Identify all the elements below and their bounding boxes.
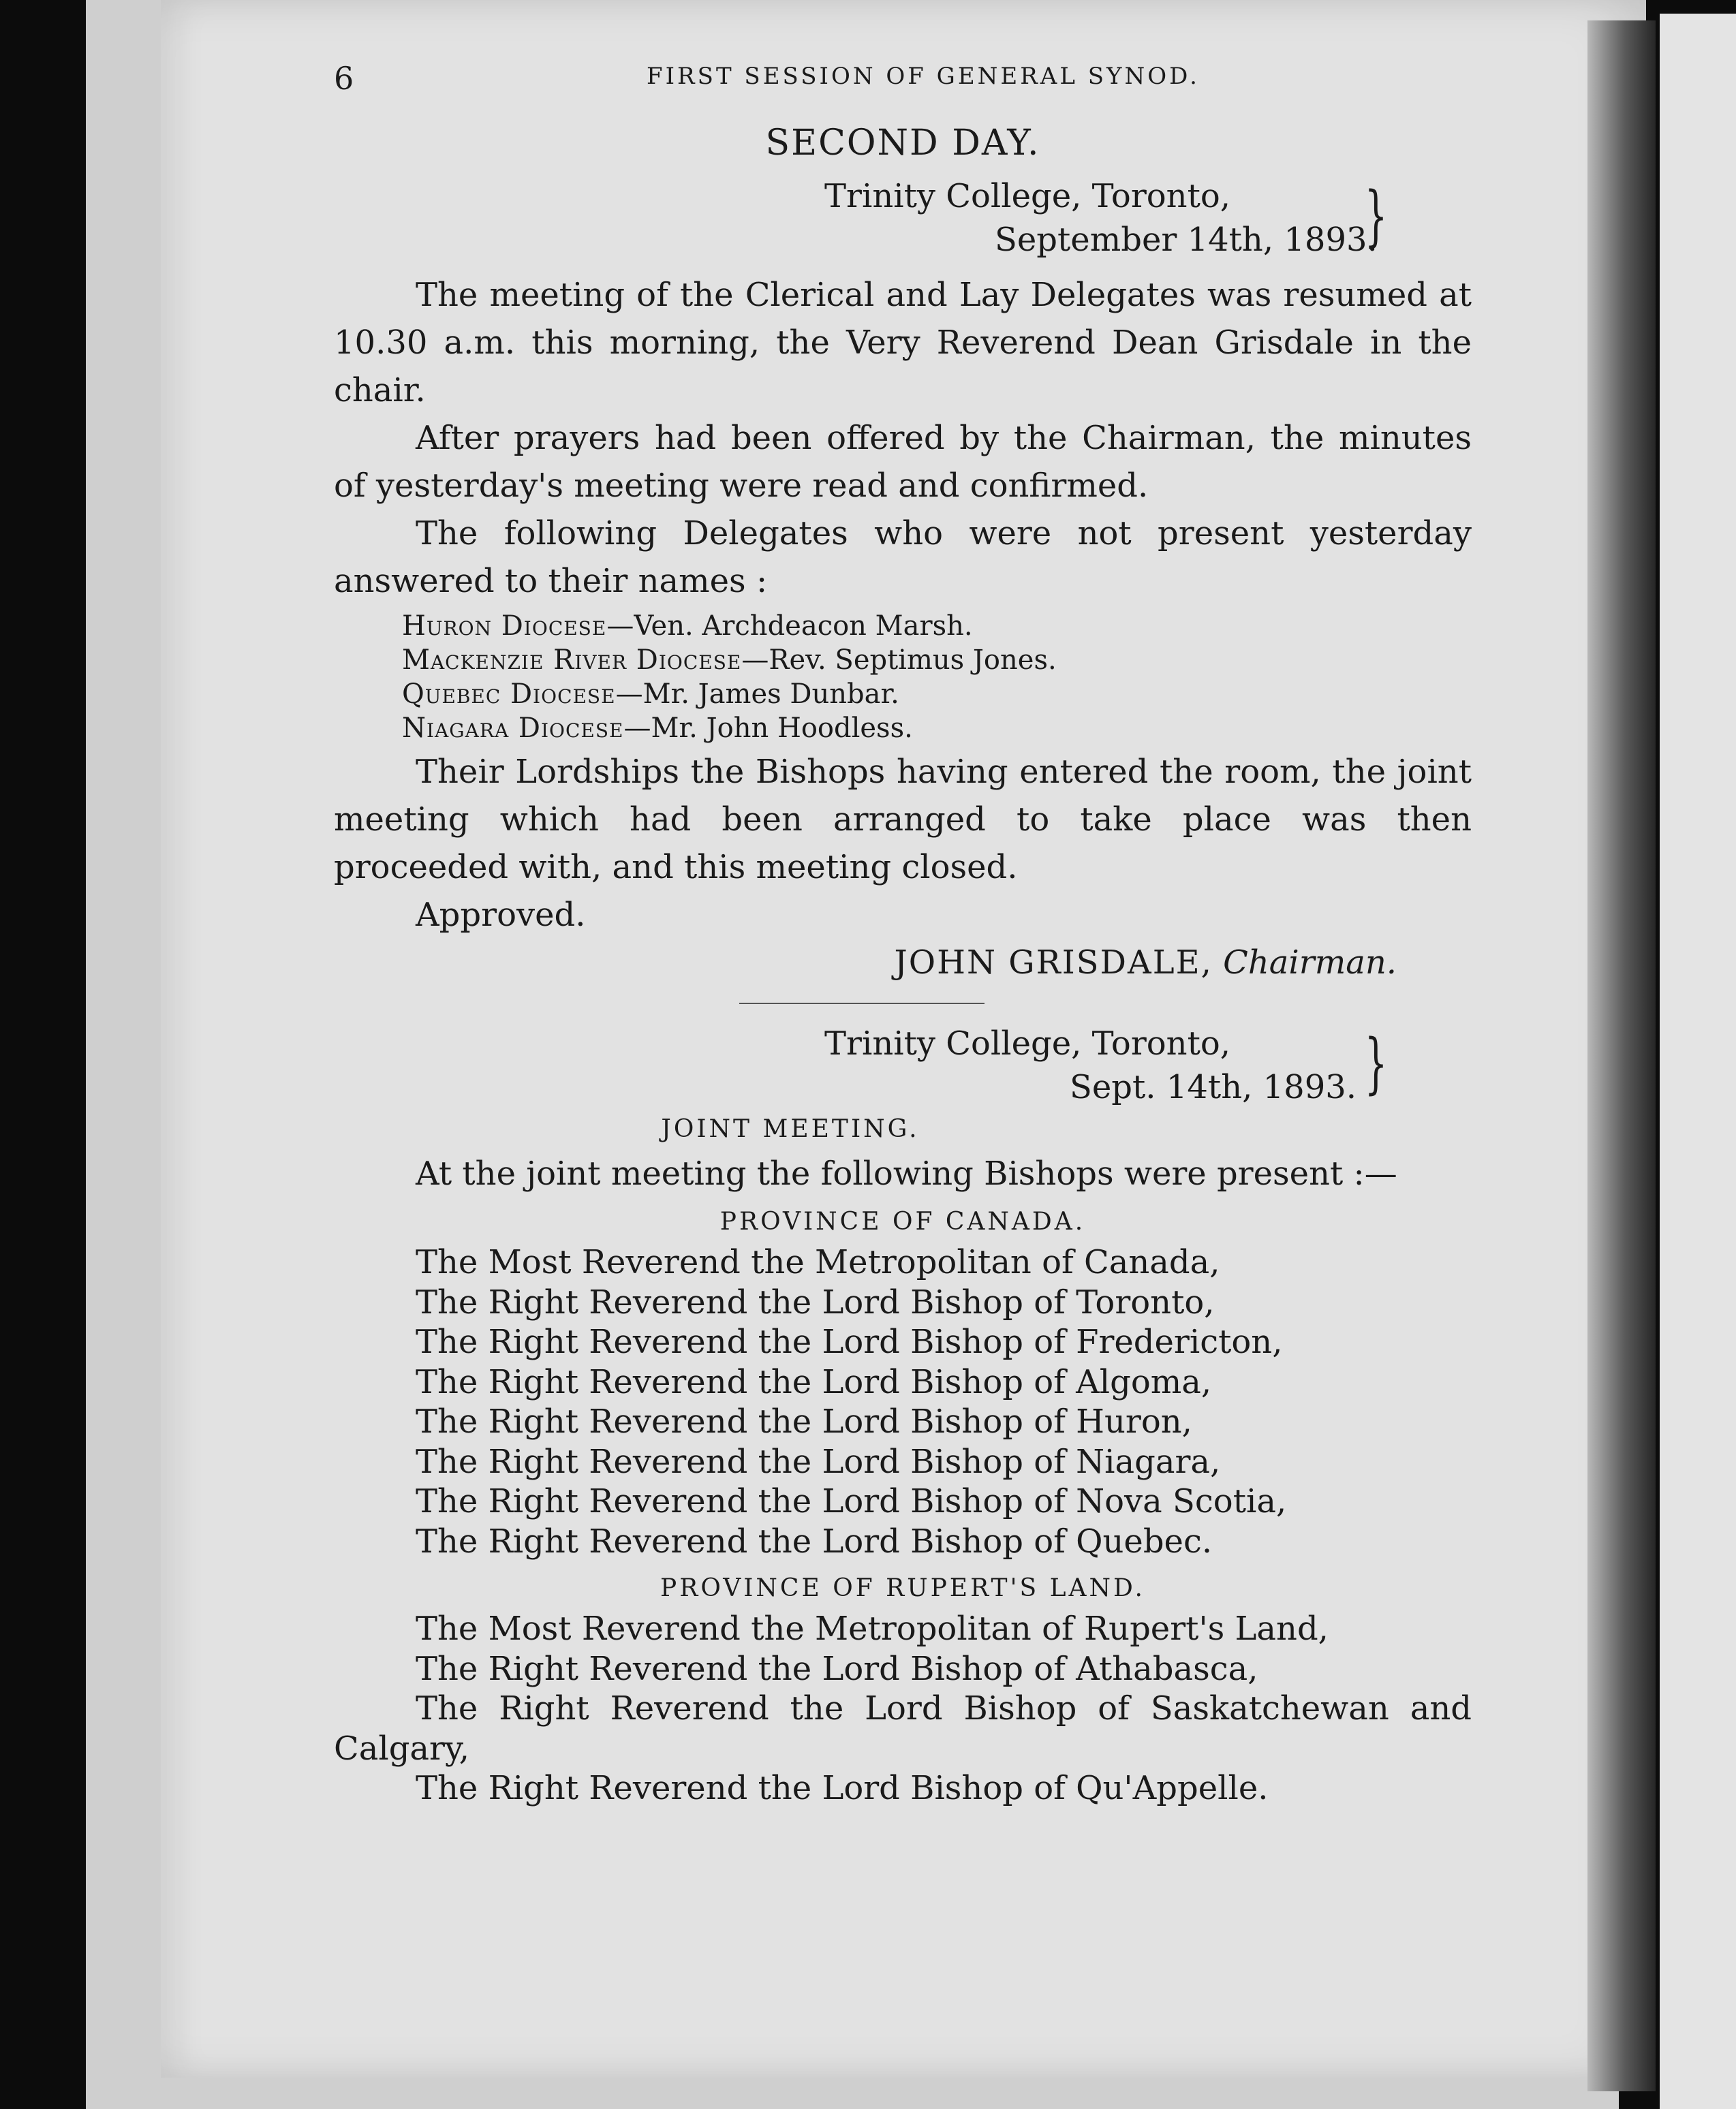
- paragraph-lordships: Their Lordships the Bishops having entered the room, the joint meeting which had been arranged to take place was then proceeded with, and this meeting closed.: [334, 753, 1472, 886]
- section-divider: [739, 1003, 985, 1004]
- dateline-joint-meeting: [824, 1022, 1410, 1109]
- page-number: 6: [334, 60, 354, 97]
- bishop-entry: The Right Reverend the Lord Bishop of Huron,: [416, 1403, 1192, 1441]
- bishop-entry: The Right Reverend the Lord Bishop of Saskatchewan and: [416, 1689, 1472, 1728]
- bishop-entry: The Right Reverend the Lord Bishop of Niagara,: [416, 1442, 1221, 1481]
- bishop-entry: The Right Reverend the Lord Bishop of Algoma,: [416, 1362, 1212, 1401]
- delegate-name: —Mr. James Dunbar.: [615, 678, 899, 710]
- signatory-role: Chairman.: [1223, 943, 1397, 982]
- brace-glyph: }: [1364, 1025, 1388, 1102]
- province-ruperts-land-heading: PROVINCE OF RUPERT'S LAND.: [660, 1574, 1145, 1602]
- running-head: [334, 41, 1472, 123]
- bishop-entry: The Most Reverend the Metropolitan of Rupert's Land,: [416, 1610, 1329, 1648]
- bishop-entry: The Right Reverend the Lord Bishop of Toronto,: [416, 1283, 1215, 1322]
- delegate-name: —Rev. Septimus Jones.: [741, 644, 1057, 676]
- approved-line: Approved.: [416, 896, 586, 934]
- dateline-date: Sept. 14th, 1893.: [1070, 1068, 1357, 1106]
- dateline-place: Trinity College, Toronto,: [824, 177, 1231, 215]
- bishop-entry: The Right Reverend the Lord Bishop of Qu'Appelle.: [416, 1769, 1269, 1807]
- delegate-entry: [402, 609, 1472, 643]
- brace-glyph: }: [1364, 178, 1388, 254]
- paragraph-following: The following Delegates who were not present yesterday answered to their names :: [334, 514, 1472, 600]
- paragraph-prayers: After prayers had been offered by the Chairman, the minutes of yesterday's meeting were read and confirmed.: [334, 419, 1472, 505]
- bishop-entry: The Right Reverend the Lord Bishop of Fredericton,: [416, 1323, 1283, 1361]
- delegate-entry: [402, 643, 1472, 677]
- page-text: [334, 41, 1472, 1809]
- section-title: SECOND DAY.: [765, 123, 1040, 163]
- delegate-diocese: Quebec Diocese: [402, 678, 616, 710]
- facing-page-edge: [1660, 14, 1736, 2109]
- joint-meeting-intro: At the joint meeting the following Bishops were present :—: [416, 1155, 1397, 1193]
- signatory-name: JOHN GRISDALE,: [894, 943, 1213, 982]
- bishop-entry: The Right Reverend the Lord Bishop of Nova Scotia,: [416, 1482, 1287, 1520]
- bishop-entry-continued: Calgary,: [334, 1729, 469, 1768]
- province-canada-heading: PROVINCE OF CANADA.: [719, 1208, 1086, 1236]
- bishop-entry: The Right Reverend the Lord Bishop of Quebec.: [416, 1522, 1213, 1561]
- joint-meeting-heading: JOINT MEETING.: [661, 1115, 920, 1143]
- dateline-place: Trinity College, Toronto,: [824, 1025, 1231, 1063]
- province-ruperts-land-bishops: [334, 1609, 1472, 1809]
- running-title: FIRST SESSION OF GENERAL SYNOD.: [647, 63, 1200, 90]
- delegate-diocese: Niagara Diocese: [402, 713, 624, 744]
- delegate-diocese: Huron Diocese: [402, 610, 607, 642]
- delegate-diocese: Mackenzie River Diocese: [402, 644, 742, 676]
- delegate-entry: [402, 677, 1472, 711]
- delegate-name: —Mr. John Hoodless.: [623, 713, 913, 744]
- bishop-entry: The Right Reverend the Lord Bishop of Athabasca,: [416, 1649, 1258, 1688]
- delegate-entry: [402, 711, 1472, 745]
- dateline-date: September 14th, 1893.: [995, 221, 1378, 259]
- book-gutter: [1587, 20, 1656, 2091]
- delegate-name: —Ven. Archdeacon Marsh.: [606, 610, 973, 642]
- signature-line: [334, 939, 1472, 986]
- delegate-list: [402, 609, 1472, 745]
- province-canada-bishops: [416, 1243, 1472, 1561]
- bishop-entry: The Most Reverend the Metropolitan of Canada,: [416, 1243, 1220, 1281]
- dateline-second-day: [824, 174, 1410, 262]
- paragraph-resumed: The meeting of the Clerical and Lay Delegates was resumed at 10.30 a.m. this morning, the Very Reverend Dean Grisdale in the chair.: [334, 276, 1472, 409]
